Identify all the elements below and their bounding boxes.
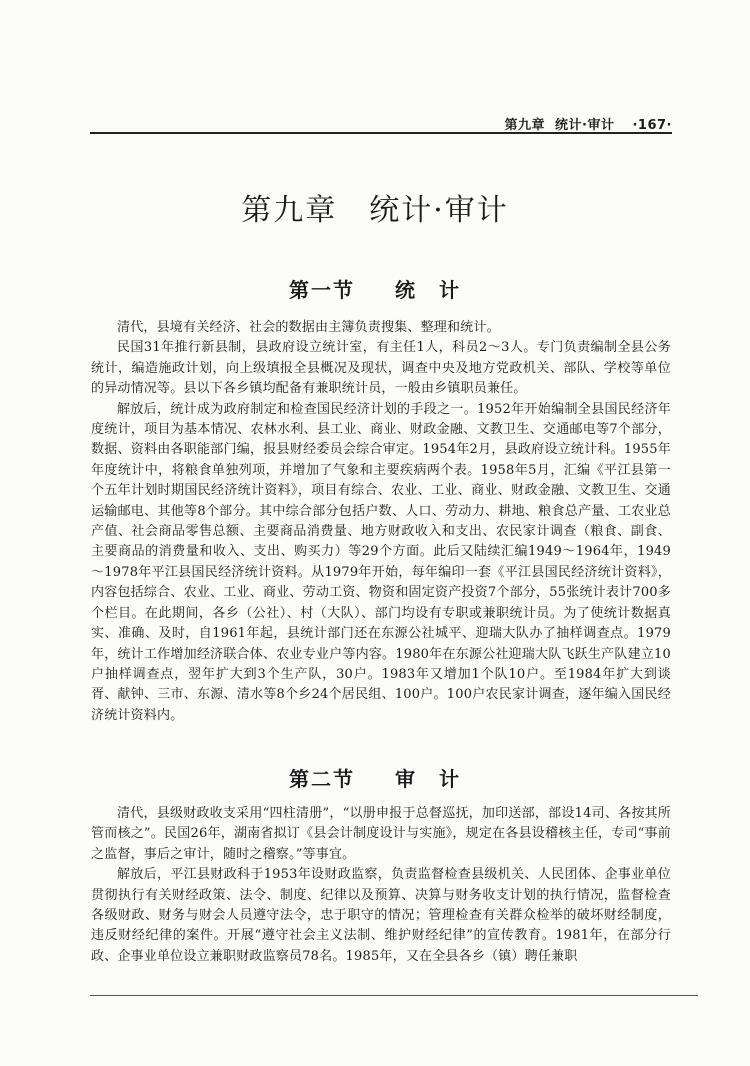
section-body-audit bbox=[91, 804, 671, 967]
section-title-audit bbox=[0, 763, 750, 792]
page-number: ·167· bbox=[632, 118, 672, 133]
section-label: 第一节 bbox=[289, 278, 355, 302]
section-heading: 统 计 bbox=[395, 278, 461, 302]
footer-rule bbox=[90, 995, 698, 996]
paragraph: 解放后，统计成为政府制定和检查国民经济计划的手段之一。1952年开始编制全县国民经济年度统计，项目为基本情况、农林水利、县工业、商业、财政金融、文教卫生、交通邮电等7个部分，数据、资料由各职能部门编，报县财经委员会综合审定。1954年2月，县政府设立统计科。1955年年度统计中，将粮食单独列项，并增加了气象和主要疾病两个表。1958年5月，汇编《平江县第一个五年计划时期国民经济统计资料》，项目有综合、农业、工业、商业、财政金融、文教卫生、交通运输邮电、其他等8个部分。其中综合部分包括户数、人口、劳动力、耕地、粮食总产量、工农业总产值、社会商品零售总额、主要商品消费量、地方财政收入和支出、农民家计调查（粮食、副食、主要商品的消费量和收入、支出、购买力）等29个方面。此后又陆续汇编1949～1964年，1949～1978年平江县国民经济统计资料。从1979年开始，每年编印一套《平江县国民经济统计资料》，内容包括综合、农业、工业、商业、劳动工资、物资和固定资产投资7个部分，55张统计表计700多个栏目。在此期间，各乡（公社）、村（大队）、部门均设有专职或兼职统计员。为了使统计数据真实、准确、及时，自1961年起，县统计部门还在东源公社城平、迎瑞大队办了抽样调查点。1979年，统计工作增加经济联合体、农业专业户等内容。1980年在东源公社迎瑞大队飞跃生产队建立10户抽样调查点，翌年扩大到3个生产队，30户。1983年又增加1个队10户。至1984年扩大到谈胥、献钟、三市、东源、清水等8个乡24个居民组、100户。100户农民家计调查，逐年编入国民经济统计资料内。 bbox=[91, 401, 671, 723]
paragraph: 解放后，平江县财政科于1953年设财政监察，负责监督检查县级机关、人民团体、企事业单位贯彻执行有关财经政策、法令、制度、纪律以及预算、决算与财务收支计划的执行情况，监督检查各级财政、财务与财会人员遵守法令，忠于职守的情况；管理检查有关群众检举的破坏财经制度，违反财经纪律的案件。开展“遵守社会主义法制、维护财经纪律”的宣传教育。1981年，在部分行政、企事业单位设立兼职财政监察员78名。1985年，又在全县各乡（镇）聘任兼职 bbox=[91, 867, 671, 964]
section-label: 第二节 bbox=[289, 767, 355, 791]
running-header bbox=[90, 112, 672, 134]
header-chapter: 第九章 bbox=[504, 118, 546, 133]
chapter-title: 第九章 统计·审计 bbox=[241, 193, 509, 228]
section-heading: 审 计 bbox=[395, 767, 461, 791]
paragraph: 清代，县级财政收支采用“四柱清册”，“以册申报于总督巡抚，加印送部，部设14司、各按其所管而核之”。民国26年，湖南省拟订《县会计制度设计与实施》，规定在各县设稽核主任，专司“事前之监督，事后之审计，随时之稽察。”等事宜。 bbox=[91, 806, 671, 862]
paragraph: 清代，县境有关经济、社会的数据由主簿负责搜集、整理和统计。 bbox=[117, 320, 500, 335]
section-body-statistics bbox=[91, 318, 671, 726]
section-title-statistics bbox=[0, 274, 750, 303]
header-subject: 统计·审计 bbox=[555, 118, 615, 133]
running-header-text bbox=[495, 114, 672, 133]
paragraph: 民国31年推行新县制，县政府设立统计室，有主任1人，科员2～3人。专门负责编制全县公务统计，编造施政计划，向上级填报全县概况及现状，调查中央及地方党政机关、部队、学校等单位的异动情况等。县以下各乡镇均配备有兼职统计员，一般由乡镇职员兼任。 bbox=[91, 340, 671, 397]
